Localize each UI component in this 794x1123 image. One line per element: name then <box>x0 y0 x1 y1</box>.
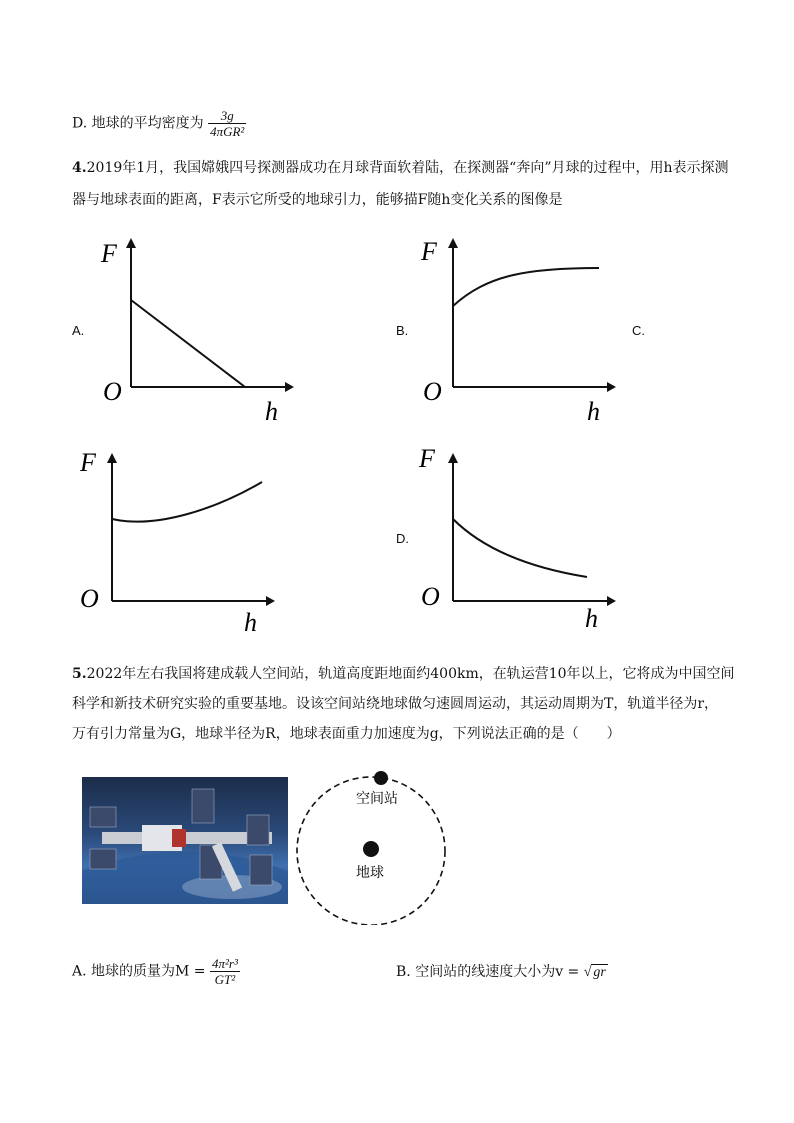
q5-option-b-text: B. 空间站的线速度大小为v = <box>396 964 580 980</box>
sqrt-expression: √ gr <box>583 965 606 980</box>
density-fraction: $\frac{3g}{\text{4πGR²}}$ <box>210 108 245 139</box>
option-c-label: C. <box>632 323 645 338</box>
curve-d <box>453 519 587 577</box>
x-label: h <box>585 604 598 633</box>
y-label: F <box>419 444 435 473</box>
x-arrow <box>607 596 616 606</box>
graph-c <box>76 445 281 640</box>
q5-option-a-text: A. 地球的质量为M = <box>72 963 206 980</box>
x-label: h <box>244 608 257 637</box>
earth-label: 地球 <box>356 865 384 881</box>
graph-b <box>417 230 622 430</box>
y-arrow <box>448 453 458 463</box>
q4-line1: 4.2019年1月，我国嫦娥四号探测器成功在月球背面软着陆，在探测器“奔向”月球的过程中，用h表示探测 <box>72 160 729 176</box>
q5-line1: 5.2022年左右我国将建成载人空间站，轨道高度距地面约400km，在轨运营10年以上，它将成为中国空间 <box>72 666 735 682</box>
x-arrow <box>285 382 294 392</box>
curve-a <box>131 300 245 387</box>
option-d-label: D. <box>396 531 409 546</box>
y-arrow <box>107 453 117 463</box>
q5-option-a <box>72 956 240 987</box>
origin-label: O <box>421 582 440 611</box>
option-b-label: B. <box>396 323 409 338</box>
q5-line3: 万有引力常量为G，地球半径为R，地球表面重力加速度为g，下列说法正确的是（ ） <box>72 726 621 742</box>
y-arrow <box>126 238 136 248</box>
mass-fraction: $\frac{\text{4π²r³}}{\text{GT²}}$ <box>211 956 238 987</box>
x-arrow <box>266 596 275 606</box>
origin-label: O <box>80 584 99 613</box>
q4-line2: 器与地球表面的距离，F表示它所受的地球引力，能够描F随h变化关系的图像是 <box>72 192 563 208</box>
y-label: F <box>80 448 96 477</box>
earth-dot <box>363 841 379 857</box>
y-label: F <box>101 239 117 268</box>
orbit-diagram <box>290 765 455 925</box>
y-label: F <box>421 237 437 266</box>
x-label: h <box>587 397 600 426</box>
x-arrow <box>607 382 616 392</box>
space-station-photo <box>82 777 288 904</box>
y-arrow <box>448 238 458 248</box>
x-label: h <box>265 397 278 426</box>
prev-option-d-label: D. 地球的平均密度为 <box>72 115 204 132</box>
prev-option-d <box>72 108 246 139</box>
origin-label: O <box>423 377 442 406</box>
option-a-label: A. <box>72 323 85 338</box>
curve-c <box>112 482 262 522</box>
station-label: 空间站 <box>356 791 398 807</box>
q5-line2: 科学和新技术研究实验的重要基地。设该空间站绕地球做匀速圆周运动，其运动周期为T，轨道半径为r， <box>72 696 719 712</box>
origin-label: O <box>103 377 122 406</box>
curve-b <box>453 268 599 306</box>
q5-option-b <box>396 962 608 983</box>
graph-a <box>95 230 300 430</box>
space-station-illustration <box>82 777 288 904</box>
space-station-dot <box>374 771 388 785</box>
graph-d <box>417 443 622 638</box>
